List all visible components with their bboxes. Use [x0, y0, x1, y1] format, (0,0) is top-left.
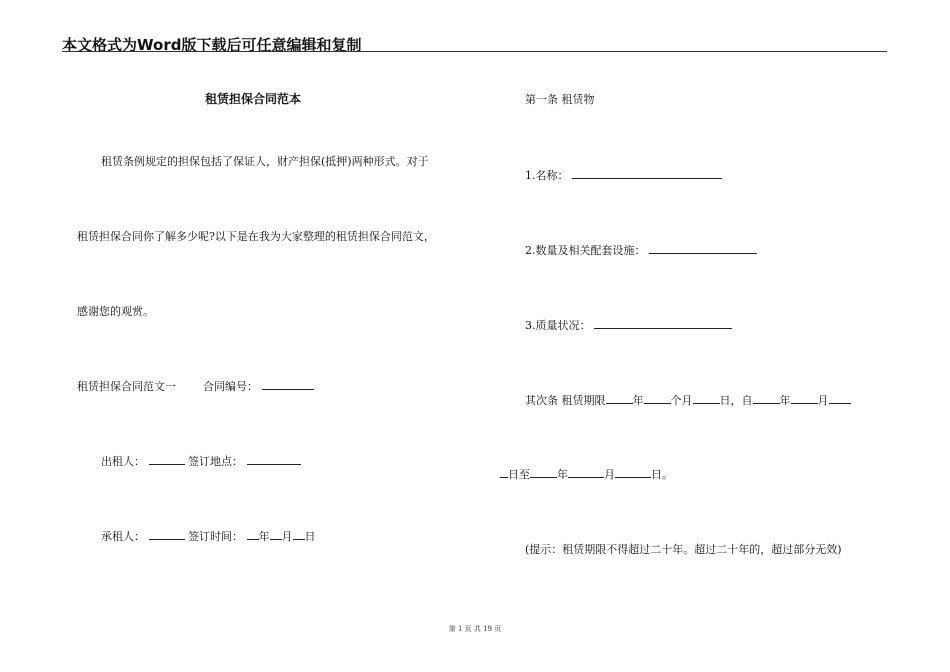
- start-day-blank-part2[interactable]: [500, 467, 508, 478]
- lease-period-line-1: [525, 393, 851, 407]
- item-name-blank[interactable]: [572, 168, 722, 179]
- item-quantity-blank[interactable]: [649, 243, 757, 254]
- day-char: 日: [304, 530, 316, 543]
- sign-month-blank[interactable]: [270, 529, 282, 540]
- intro-paragraph-line-1: 租赁条例规定的担保包括了保证人，财产担保(抵押)两种形式。对于: [101, 155, 429, 168]
- header-title: 本文格式为Word版下载后可任意编辑和复制: [62, 36, 362, 54]
- intro-paragraph-line-3: 感谢您的观赏。: [77, 305, 154, 318]
- period-months-blank[interactable]: [644, 393, 671, 404]
- end-month-char: 月: [604, 468, 615, 481]
- lessee-label: 承租人：: [101, 530, 145, 543]
- period-months-text: 个月: [670, 394, 693, 407]
- lessee-blank[interactable]: [149, 529, 185, 540]
- end-year-char: 年: [557, 468, 568, 481]
- period-day-from-text: 日，自: [719, 394, 753, 407]
- lessor-blank[interactable]: [149, 454, 185, 465]
- header-divider: [62, 51, 887, 52]
- period-years-blank[interactable]: [606, 393, 633, 404]
- end-year-blank[interactable]: [530, 467, 557, 478]
- item-quality-line: [525, 318, 732, 332]
- month-char: 月: [281, 530, 293, 543]
- intro-paragraph-line-2: 租赁担保合同你了解多少呢?以下是在我为大家整理的租赁担保合同范文，: [77, 230, 435, 243]
- sign-day-blank[interactable]: [293, 529, 305, 540]
- lessor-label: 出租人：: [101, 455, 145, 468]
- end-day-char: 日。: [651, 468, 673, 481]
- lessor-line: [101, 454, 301, 468]
- year-char: 年: [258, 530, 270, 543]
- end-day-blank[interactable]: [615, 467, 651, 478]
- sign-place-label: 签订地点：: [188, 455, 243, 468]
- start-year-char: 年: [779, 394, 791, 407]
- item-quality-label: 3.质量状况：: [525, 319, 591, 332]
- end-month-blank[interactable]: [568, 467, 604, 478]
- period-day-to-text: 日至: [508, 468, 530, 481]
- sign-place-blank[interactable]: [247, 454, 301, 465]
- contract-number-line: [77, 379, 314, 393]
- item-quantity-label: 2.数量及相关配套设施：: [525, 244, 646, 257]
- page-number: 第 1 页 共 19 页: [448, 625, 502, 633]
- start-year-blank[interactable]: [753, 393, 780, 404]
- document-title: 租赁担保合同范本: [205, 92, 302, 106]
- contract-number-blank[interactable]: [262, 379, 314, 390]
- item-name-label: 1.名称：: [525, 169, 569, 182]
- sign-time-label: 签订时间：: [188, 530, 243, 543]
- article-1-heading: 第一条 租赁物: [525, 93, 595, 106]
- contract-number-label: 合同编号：: [203, 380, 258, 393]
- item-name-line: [525, 168, 722, 182]
- item-quantity-line: [525, 243, 757, 257]
- item-quality-blank[interactable]: [594, 318, 732, 329]
- sign-year-blank[interactable]: [247, 529, 259, 540]
- start-month-char: 月: [817, 394, 829, 407]
- lease-period-line-2: [500, 467, 673, 481]
- start-day-blank-part1[interactable]: [829, 393, 851, 404]
- lease-period-note: (提示：租赁期限不得超过二十年。超过二十年的，超过部分无效): [525, 543, 842, 556]
- sample-label: 租赁担保合同范文一: [77, 380, 176, 393]
- period-days-blank[interactable]: [693, 393, 720, 404]
- start-month-blank[interactable]: [791, 393, 818, 404]
- period-year-char: 年: [632, 394, 644, 407]
- lessee-line: [101, 529, 316, 543]
- lease-period-label: 其次条 租赁期限: [525, 394, 606, 407]
